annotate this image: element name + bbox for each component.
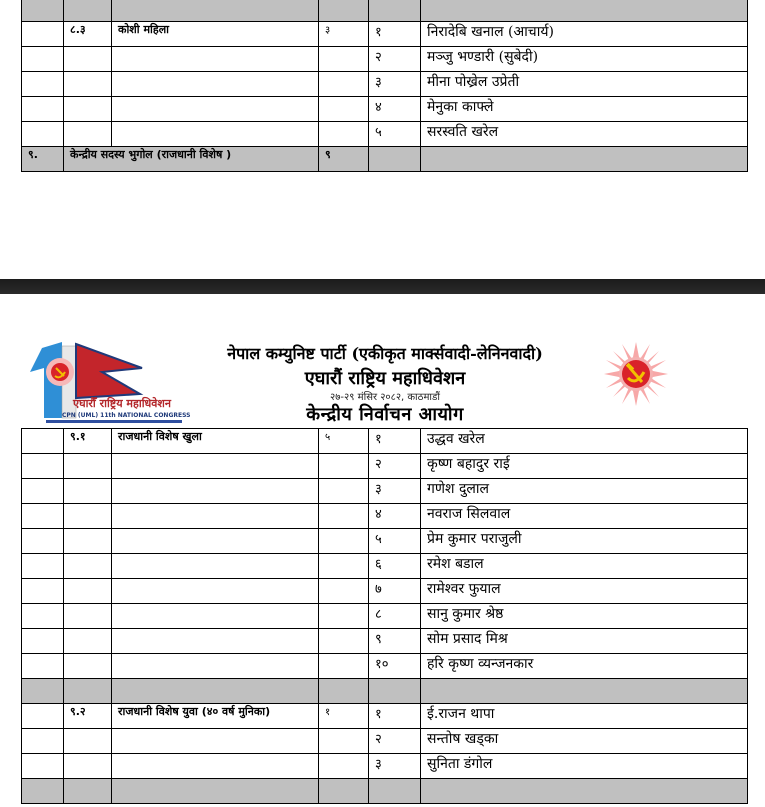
seat-count-cell xyxy=(319,779,369,804)
candidate-name-cell: रामेश्वर फुयाल xyxy=(421,579,748,604)
category-code-cell xyxy=(64,72,112,97)
candidate-name-cell: सानु कुमार श्रेष्ठ xyxy=(421,604,748,629)
seat-count-cell xyxy=(319,0,369,22)
category-code-cell xyxy=(64,654,112,679)
row-blank-cell xyxy=(22,529,64,554)
row-blank-cell xyxy=(22,479,64,504)
separator-row xyxy=(22,779,748,804)
category-code-cell xyxy=(64,679,112,704)
category-code-cell xyxy=(64,604,112,629)
seat-count-cell xyxy=(319,754,369,779)
candidate-name-cell: कृष्ण बहादुर राई xyxy=(421,454,748,479)
seat-count-cell xyxy=(319,554,369,579)
seat-count-cell xyxy=(319,454,369,479)
table-row xyxy=(22,654,748,679)
candidate-name-cell: मीना पोख्रेल उप्रेती xyxy=(421,72,748,97)
table-row xyxy=(22,97,748,122)
serial-number-cell: २ xyxy=(369,454,421,479)
serial-number-cell: ३ xyxy=(369,479,421,504)
category-name-cell xyxy=(112,122,319,147)
table-row xyxy=(22,429,748,454)
seat-count-cell xyxy=(319,529,369,554)
party-name: नेपाल कम्युनिष्ट पार्टी (एकीकृत मार्क्सवादी-लेनिनवादी) xyxy=(227,344,543,363)
table-row xyxy=(22,554,748,579)
category-code-cell xyxy=(64,0,112,22)
serial-number-cell: २ xyxy=(369,47,421,72)
row-blank-cell xyxy=(22,0,64,22)
table-row xyxy=(22,629,748,654)
table-row xyxy=(22,604,748,629)
table-row xyxy=(22,704,748,729)
row-blank-cell xyxy=(22,429,64,454)
category-name-cell xyxy=(112,654,319,679)
section-title: केन्द्रीय सदस्य भुगोल (राजधानी विशेष ) xyxy=(64,147,319,172)
candidate-name-cell: रमेश बडाल xyxy=(421,554,748,579)
table-row xyxy=(22,729,748,754)
category-code-cell: ९.१ xyxy=(64,429,112,454)
category-code-cell xyxy=(64,479,112,504)
serial-number-cell: ४ xyxy=(369,97,421,122)
seat-count-cell xyxy=(319,479,369,504)
candidate-name-cell: उद्धव खरेल xyxy=(421,429,748,454)
candidate-name-cell xyxy=(421,779,748,804)
seat-count-cell xyxy=(319,122,369,147)
category-name-cell xyxy=(112,72,319,97)
candidate-table-current xyxy=(21,428,748,804)
section-number: ९. xyxy=(22,147,64,172)
serial-number-cell: १ xyxy=(369,704,421,729)
candidate-name-cell: सन्तोष खड्का xyxy=(421,729,748,754)
candidate-name-cell xyxy=(421,679,748,704)
serial-number-cell: १ xyxy=(369,429,421,454)
row-blank-cell xyxy=(22,779,64,804)
category-name-cell xyxy=(112,554,319,579)
category-name-cell xyxy=(112,97,319,122)
category-name-cell xyxy=(112,529,319,554)
table-row xyxy=(22,122,748,147)
serial-number-cell: ४ xyxy=(369,504,421,529)
category-name-cell xyxy=(112,479,319,504)
table-row xyxy=(22,504,748,529)
row-blank-cell xyxy=(22,654,64,679)
category-code-cell xyxy=(64,554,112,579)
category-code-cell xyxy=(64,754,112,779)
category-name-cell xyxy=(112,679,319,704)
row-blank-cell xyxy=(22,97,64,122)
congress-emblem-icon xyxy=(22,338,191,424)
candidate-name-cell: ई.राजन थापा xyxy=(421,704,748,729)
serial-number-cell xyxy=(369,779,421,804)
candidate-name-cell: सरस्वति खरेल xyxy=(421,122,748,147)
candidate-name-cell: प्रेम कुमार पराजुली xyxy=(421,529,748,554)
candidate-name-cell: गणेश दुलाल xyxy=(421,479,748,504)
seat-count-cell xyxy=(319,579,369,604)
category-name-cell xyxy=(112,47,319,72)
category-name-cell xyxy=(112,629,319,654)
serial-number-cell: ५ xyxy=(369,529,421,554)
page-separator xyxy=(0,279,765,294)
serial-number-cell: ६ xyxy=(369,554,421,579)
category-code-cell: ९.२ xyxy=(64,704,112,729)
serial-number-cell: ७ xyxy=(369,579,421,604)
category-code-cell xyxy=(64,504,112,529)
category-name-cell: राजधानी विशेष खुला xyxy=(112,429,319,454)
category-name-cell xyxy=(112,0,319,22)
seat-count-cell xyxy=(319,654,369,679)
seat-count-cell: १ xyxy=(319,704,369,729)
table-row xyxy=(22,72,748,97)
candidate-table-previous xyxy=(21,0,748,172)
party-sun-emblem-icon xyxy=(604,342,668,406)
section-blank-cell xyxy=(421,147,748,172)
row-blank-cell xyxy=(22,47,64,72)
candidate-name-cell: हरि कृष्ण व्यन्जनकार xyxy=(421,654,748,679)
category-code-cell xyxy=(64,629,112,654)
serial-number-cell: १० xyxy=(369,654,421,679)
category-name-cell xyxy=(112,504,319,529)
category-name-cell xyxy=(112,454,319,479)
row-blank-cell xyxy=(22,704,64,729)
category-name-cell: कोशी महिला xyxy=(112,22,319,47)
section-row xyxy=(22,147,748,172)
category-name-cell xyxy=(112,779,319,804)
category-code-cell xyxy=(64,579,112,604)
serial-number-cell xyxy=(369,679,421,704)
serial-number-cell: ८ xyxy=(369,604,421,629)
category-code-cell xyxy=(64,122,112,147)
table-row xyxy=(22,579,748,604)
category-code-cell xyxy=(64,47,112,72)
seat-count-cell xyxy=(319,604,369,629)
section-blank-cell xyxy=(369,147,421,172)
seat-count-cell xyxy=(319,504,369,529)
seat-count-cell xyxy=(319,72,369,97)
seat-count-cell xyxy=(319,47,369,72)
category-code-cell xyxy=(64,97,112,122)
candidate-name-cell: नवराज सिलवाल xyxy=(421,504,748,529)
serial-number-cell: ३ xyxy=(369,754,421,779)
category-code-cell xyxy=(64,454,112,479)
row-blank-cell xyxy=(22,504,64,529)
category-name-cell xyxy=(112,579,319,604)
logo-title: एघारौँ राष्ट्रिय महाधिवेशन xyxy=(72,397,172,410)
row-blank-cell xyxy=(22,629,64,654)
table-row xyxy=(22,529,748,554)
category-code-cell xyxy=(64,779,112,804)
event-title: एघारौं राष्ट्रिय महाधिवेशन xyxy=(304,368,466,389)
serial-number-cell: ९ xyxy=(369,629,421,654)
row-blank-cell xyxy=(22,554,64,579)
candidate-name-cell xyxy=(421,0,748,22)
logo-subtitle: CPN (UML) 11th NATIONAL CONGRESS xyxy=(62,412,191,419)
candidate-name-cell: निरादेबि खनाल (आचार्य) xyxy=(421,22,748,47)
table-row xyxy=(22,454,748,479)
table-row xyxy=(22,479,748,504)
seat-count-cell: ३ xyxy=(319,22,369,47)
table-row xyxy=(22,22,748,47)
row-blank-cell xyxy=(22,72,64,97)
date-place: २७-२९ मंसिर २०८२, काठमाडौं xyxy=(330,392,440,403)
table-row xyxy=(22,47,748,72)
candidate-name-cell: मञ्जु भण्डारी (सुबेदी) xyxy=(421,47,748,72)
row-blank-cell xyxy=(22,579,64,604)
row-blank-cell xyxy=(22,754,64,779)
seat-count-cell xyxy=(319,97,369,122)
category-name-cell xyxy=(112,729,319,754)
row-blank-cell xyxy=(22,679,64,704)
serial-number-cell: १ xyxy=(369,22,421,47)
category-name-cell: राजधानी विशेष युवा (४० वर्ष मुनिका) xyxy=(112,704,319,729)
seat-count-cell xyxy=(319,629,369,654)
seat-count-cell: ५ xyxy=(319,429,369,454)
row-blank-cell xyxy=(22,22,64,47)
document-page-current xyxy=(0,294,765,807)
serial-number-cell: ५ xyxy=(369,122,421,147)
separator-row xyxy=(22,0,748,22)
document-page-previous xyxy=(0,0,765,279)
category-code-cell xyxy=(64,529,112,554)
table-row xyxy=(22,754,748,779)
section-seat-count: ९ xyxy=(319,147,369,172)
candidate-name-cell: सुनिता डंगोल xyxy=(421,754,748,779)
row-blank-cell xyxy=(22,604,64,629)
seat-count-cell xyxy=(319,679,369,704)
seat-count-cell xyxy=(319,729,369,754)
page-header xyxy=(0,294,765,428)
category-name-cell xyxy=(112,754,319,779)
category-name-cell xyxy=(112,604,319,629)
row-blank-cell xyxy=(22,122,64,147)
commission-title: केन्द्रीय निर्वाचन आयोग xyxy=(306,404,464,425)
separator-row xyxy=(22,679,748,704)
category-code-cell xyxy=(64,729,112,754)
category-code-cell: ८.३ xyxy=(64,22,112,47)
candidate-name-cell: मेनुका काफ्ले xyxy=(421,97,748,122)
serial-number-cell: ३ xyxy=(369,72,421,97)
row-blank-cell xyxy=(22,454,64,479)
row-blank-cell xyxy=(22,729,64,754)
candidate-name-cell: सोम प्रसाद मिश्र xyxy=(421,629,748,654)
serial-number-cell xyxy=(369,0,421,22)
serial-number-cell: २ xyxy=(369,729,421,754)
